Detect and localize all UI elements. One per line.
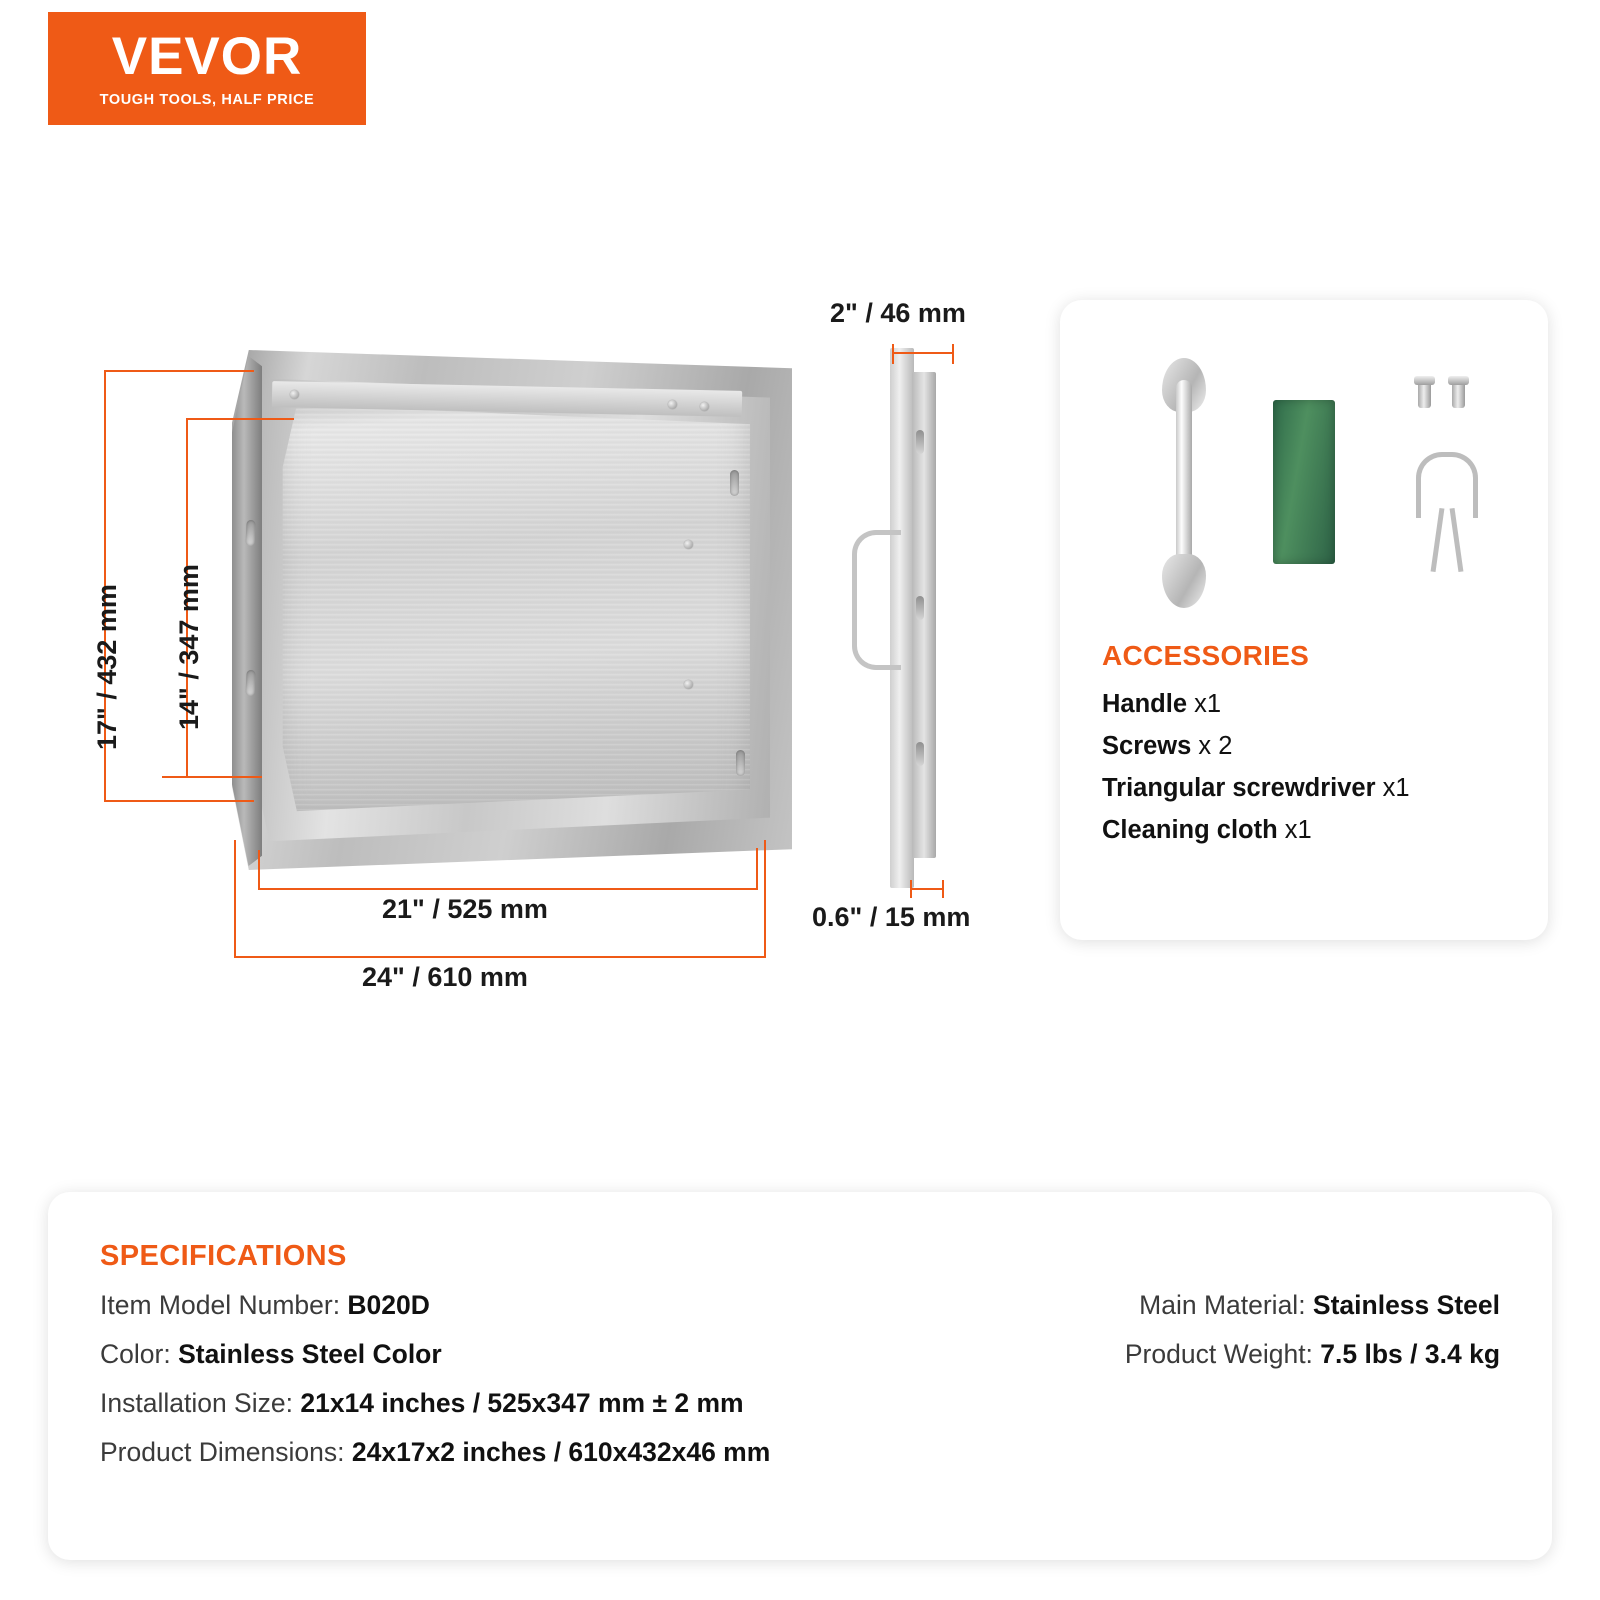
- mounting-slot: [916, 596, 924, 620]
- label-depth-total: 2" / 46 mm: [830, 298, 966, 328]
- dimension-tick: [756, 848, 758, 890]
- dimension-tick: [952, 344, 954, 364]
- specifications-title: SPECIFICATIONS: [100, 1240, 347, 1272]
- dimension-tick: [234, 840, 236, 958]
- spec-value: Stainless Steel Color: [178, 1339, 442, 1369]
- accessory-qty: x1: [1284, 816, 1312, 844]
- triangular-screwdriver-icon: [1416, 452, 1478, 572]
- accessories-card: [1060, 300, 1548, 940]
- accessory-qty: x 2: [1198, 732, 1233, 760]
- dimension-tick: [104, 370, 254, 372]
- vevor-logo: [48, 12, 366, 125]
- specifications-card: [48, 1192, 1552, 1560]
- label-install-width: 21" / 525 mm: [382, 894, 548, 924]
- accessory-name: Handle: [1102, 690, 1188, 718]
- list-item: [1102, 774, 1522, 803]
- screw-icon: [1418, 382, 1431, 408]
- accessory-qty: x1: [1194, 690, 1222, 718]
- screw-icon: [684, 680, 693, 689]
- handle-icon: [1156, 358, 1212, 608]
- dimension-tick: [258, 850, 260, 890]
- spec-label: Installation Size:: [100, 1388, 301, 1418]
- spec-label: Item Model Number:: [100, 1290, 348, 1320]
- spec-value: B020D: [347, 1290, 430, 1320]
- brushed-texture: [278, 394, 750, 824]
- brand-tagline: TOUGH TOOLS, HALF PRICE: [99, 91, 315, 108]
- accessory-qty: x1: [1382, 774, 1410, 802]
- label-depth-flange: 0.6" / 15 mm: [812, 902, 971, 932]
- dimension-line-overall-width: [234, 956, 766, 958]
- door-panel: [278, 394, 750, 824]
- spec-row: [100, 1339, 1000, 1370]
- screw-icon: [684, 540, 693, 549]
- spec-row: [100, 1437, 1000, 1468]
- spec-value: 7.5 lbs / 3.4 kg: [1320, 1339, 1500, 1369]
- spec-value: Stainless Steel: [1312, 1290, 1500, 1320]
- dimension-tick: [104, 800, 254, 802]
- dimension-tick: [910, 880, 912, 898]
- brand-name: VEVOR: [111, 26, 303, 86]
- door-hinge-edge: [232, 356, 262, 866]
- accessories-list: [1102, 690, 1522, 858]
- spec-value: 21x14 inches / 525x347 mm ± 2 mm: [300, 1388, 744, 1418]
- spec-row: [1125, 1290, 1500, 1321]
- mounting-slot: [245, 670, 255, 696]
- spec-label: Product Weight:: [1124, 1339, 1321, 1369]
- accessory-name: Cleaning cloth: [1102, 816, 1278, 844]
- mounting-slot: [916, 742, 924, 766]
- label-install-height: 14" / 347 mm: [174, 564, 204, 730]
- mounting-slot: [730, 470, 739, 496]
- list-item: [1102, 732, 1522, 761]
- spec-value: 24x17x2 inches / 610x432x46 mm: [351, 1437, 771, 1467]
- spec-label: Color:: [100, 1339, 179, 1369]
- dimension-tick: [186, 418, 294, 420]
- spec-row: [1125, 1339, 1500, 1370]
- mounting-slot: [736, 750, 745, 776]
- screw-icon: [1452, 382, 1465, 408]
- list-item: [1102, 816, 1522, 845]
- spec-label: Product Dimensions:: [100, 1437, 352, 1467]
- screw-icon: [668, 400, 677, 409]
- spec-label: Main Material:: [1139, 1290, 1313, 1320]
- dimension-line-install-width: [258, 888, 758, 890]
- cleaning-cloth-icon: [1273, 400, 1335, 564]
- accessories-images: [1060, 330, 1548, 630]
- side-view-illustration: [880, 340, 1060, 900]
- label-overall-width: 24" / 610 mm: [362, 962, 528, 992]
- dimension-tick: [764, 840, 766, 958]
- screw-icon: [700, 402, 709, 411]
- dimension-line-depth-flange: [910, 888, 944, 890]
- accessories-title: ACCESSORIES: [1102, 640, 1310, 671]
- mounting-slot: [916, 430, 924, 454]
- dimension-tick: [892, 344, 894, 364]
- access-door-illustration: [232, 350, 792, 870]
- mounting-slot: [245, 520, 255, 546]
- specifications-right-column: [1125, 1290, 1500, 1388]
- spec-row: [100, 1290, 1000, 1321]
- list-item: [1102, 690, 1522, 719]
- label-overall-height: 17" / 432 mm: [92, 584, 122, 750]
- screw-icon: [290, 390, 299, 399]
- accessory-name: Screws: [1102, 732, 1192, 760]
- accessory-name: Triangular screwdriver: [1102, 774, 1376, 802]
- dimension-tick: [942, 880, 944, 898]
- spec-row: [100, 1388, 1000, 1419]
- dimension-tick: [162, 776, 262, 778]
- specifications-left-column: [100, 1290, 1000, 1486]
- side-handle: [852, 530, 901, 670]
- dimension-line-depth-total: [892, 352, 954, 354]
